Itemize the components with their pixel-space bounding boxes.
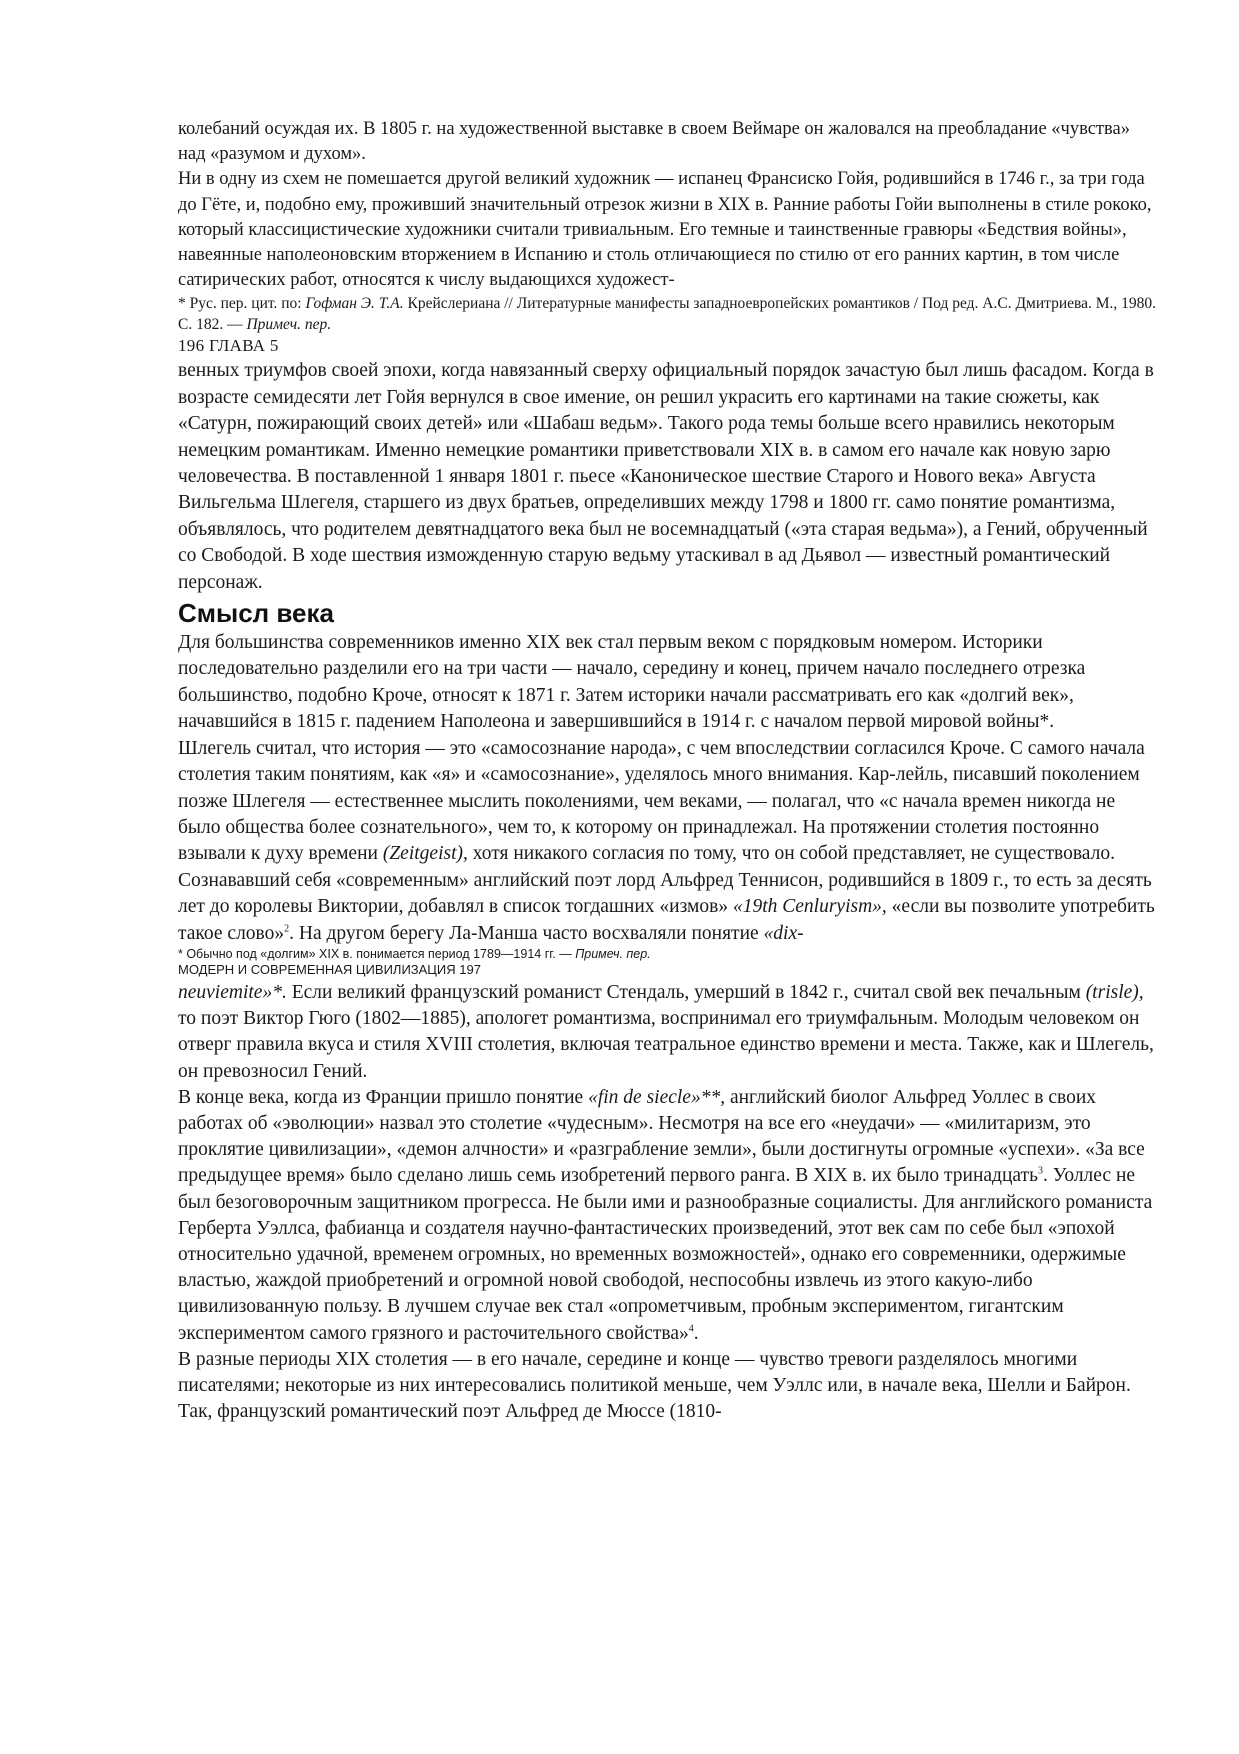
running-head: 196 ГЛАВА 5: [178, 336, 279, 356]
body-paragraph: Ни в одну из схем не помешается другой великий художник — испанец Франсиско Гойя, родившийся в 1746 г., за три года до Гёте, и, подобно ему, проживший значительный отрезок жизни в XIX в. Ранние работы Гойи выполнены в стиле рококо, который классицистические художники считали тривиальным. Его темные и таинственные гравюры «Бедствия войны», навеянные наполеоновским вторжением в Испанию и столь отличающиеся по стилю от его ранних картин, в том числе сатирических работ, относятся к числу выдающихся художест-: [178, 169, 1152, 291]
body-paragraph: neuviemite»*. Если великий французский романист Стендаль, умерший в 1842 г., считал свой век печальным (trisle), то поэт Виктор Гюго (1802—1885), апологет романтизма, воспринимал его триумфальным. Молодым человеком он отверг правила вкуса и стиля XVIII столетия, включая театральное единство времени и места. Также, как и Шлегель, он превозносил Гений.: [178, 981, 1154, 1082]
body-paragraph: Шлегель считал, что история — это «самосознание народа», с чем впоследствии согласился Кроче. С самого начала столетия таким понятиям, как «я» и «самосознание», уделялось много внимания. Кар-лейль, писавший поколением позже Шлегеля — естественнее мыслить поколениями, чем веками, — полагал, что «с начала времен никогда не было общества более сознательного», чем то, к которому он принадлежал. На протяжении столетия постоянно взывали к духу времени (Zeitgeist), хотя никакого согласия по тому, что он собой представляет, не существовало. Сознававший себя «современным» английский поэт лорд Альфред Теннисон, родившийся в 1809 г., то есть за десять лет до королевы Виктории, добавлял в список тогдашних «измов» «19th Cenluryism», «если вы позволите употребить такое слово»$^2$. На другом берегу Ла-Манша часто восхваляли понятие «dix-: [178, 737, 1155, 944]
body-paragraph: венных триумфов своей эпохи, когда навязанный сверху официальный порядок зачастую был лишь фасадом. Когда в возрасте семидесяти лет Гойя вернулся в свое имение, он решил украсить его картинами на такие сюжеты, как «Сатурн, пожирающий своих детей» или «Шабаш ведьм». Такого рода темы больше всего нравились некоторым немецким романтикам. Именно немецкие романтики приветствовали XIX в. в самом его начале как новую зарю человечества. В поставленной 1 января 1801 г. пьесе «Каноническое шествие Старого и Нового века» Августа Вильгельма Шлегеля, старшего из двух братьев, определивших между 1798 и 1800 гг. само понятие романтизма, объявлялось, что родителем девятнадцатого века был не восемнадцатый («эта старая ведьма»), а Гений, обрученный со Свободой. В ходе шествия изможденную старую ведьму утаскивал в ад Дьявол — известный романтический персонаж.: [178, 360, 1154, 593]
footnote: * Рус. пер. цит. по: Гофман Э. Т.А. Крейслериана // Литературные манифесты западноевропейских романтиков / Под ред. А.С. Дмитриева. М., 1980. С. 182. — Примеч. пер.: [178, 295, 1157, 334]
body-paragraph: В конце века, когда из Франции пришло понятие «fin de siecle»**, английский биолог Альфред Уоллес в своих работах об «эволюции» назвал это столетие «чудесным». Несмотря на все его «неудачи» — «милитаризм, это проклятие цивилизации», «демон алчности» и «разграбление земли», были достигнуты огромные «успехи». «За все предыдущее время» было сделано лишь семь изобретений первого ранга. В XIX в. их было тринадцать$^3$. Уоллес не был безоговорочным защитником прогресса. Не были ими и разнообразные социалисты. Для английского романиста Герберта Уэллса, фабианца и создателя научно-фантастических произведений, этот век сам по себе был «эпохой относительно удачной, временем огромных, но временных возможностей», однако его современники, одержимые властью, жаждой приобретений и огромной новой свободой, неспособны извлечь из этого какую-либо цивилизованную пользу. В лучшем случае век стал «опрометчивым, пробным экспериментом, гигантским экспериментом самого грязного и расточительного свойства»$^4$.: [178, 1086, 1153, 1344]
footnote: * Обычно под «долгим» XIX в. понимается период 1789—1914 гг. — Примеч. пер.: [178, 946, 651, 961]
document-page: [178, 117, 1158, 1425]
running-head: МОДЕРН И СОВРЕМЕННАЯ ЦИВИЛИЗАЦИЯ 197: [178, 961, 481, 977]
body-paragraph: колебаний осуждая их. В 1805 г. на художественной выставке в своем Веймаре он жаловался на преобладание «чувства» над «разумом и духом».: [178, 119, 1130, 165]
section-heading: Смысл века: [178, 598, 334, 629]
body-paragraph: В разные периоды XIX столетия — в его начале, середине и конце — чувство тревоги разделялось многими писателями; некоторые из них интересовались политикой меньше, чем Уэллс или, в начале века, Шелли и Байрон. Так, французский романтический поэт Альфред де Мюссе (1810-: [178, 1348, 1131, 1423]
body-paragraph: Для большинства современников именно XIX век стал первым веком с порядковым номером. Историки последовательно разделили его на три части — начало, середину и конец, причем начало последнего отрезка большинство, подобно Кроче, относят к 1871 г. Затем историки начали рассматривать его как «долгий век», начавшийся в 1815 г. падением Наполеона и завершившийся в 1914 г. с началом первой мировой войны*.: [178, 632, 1086, 733]
